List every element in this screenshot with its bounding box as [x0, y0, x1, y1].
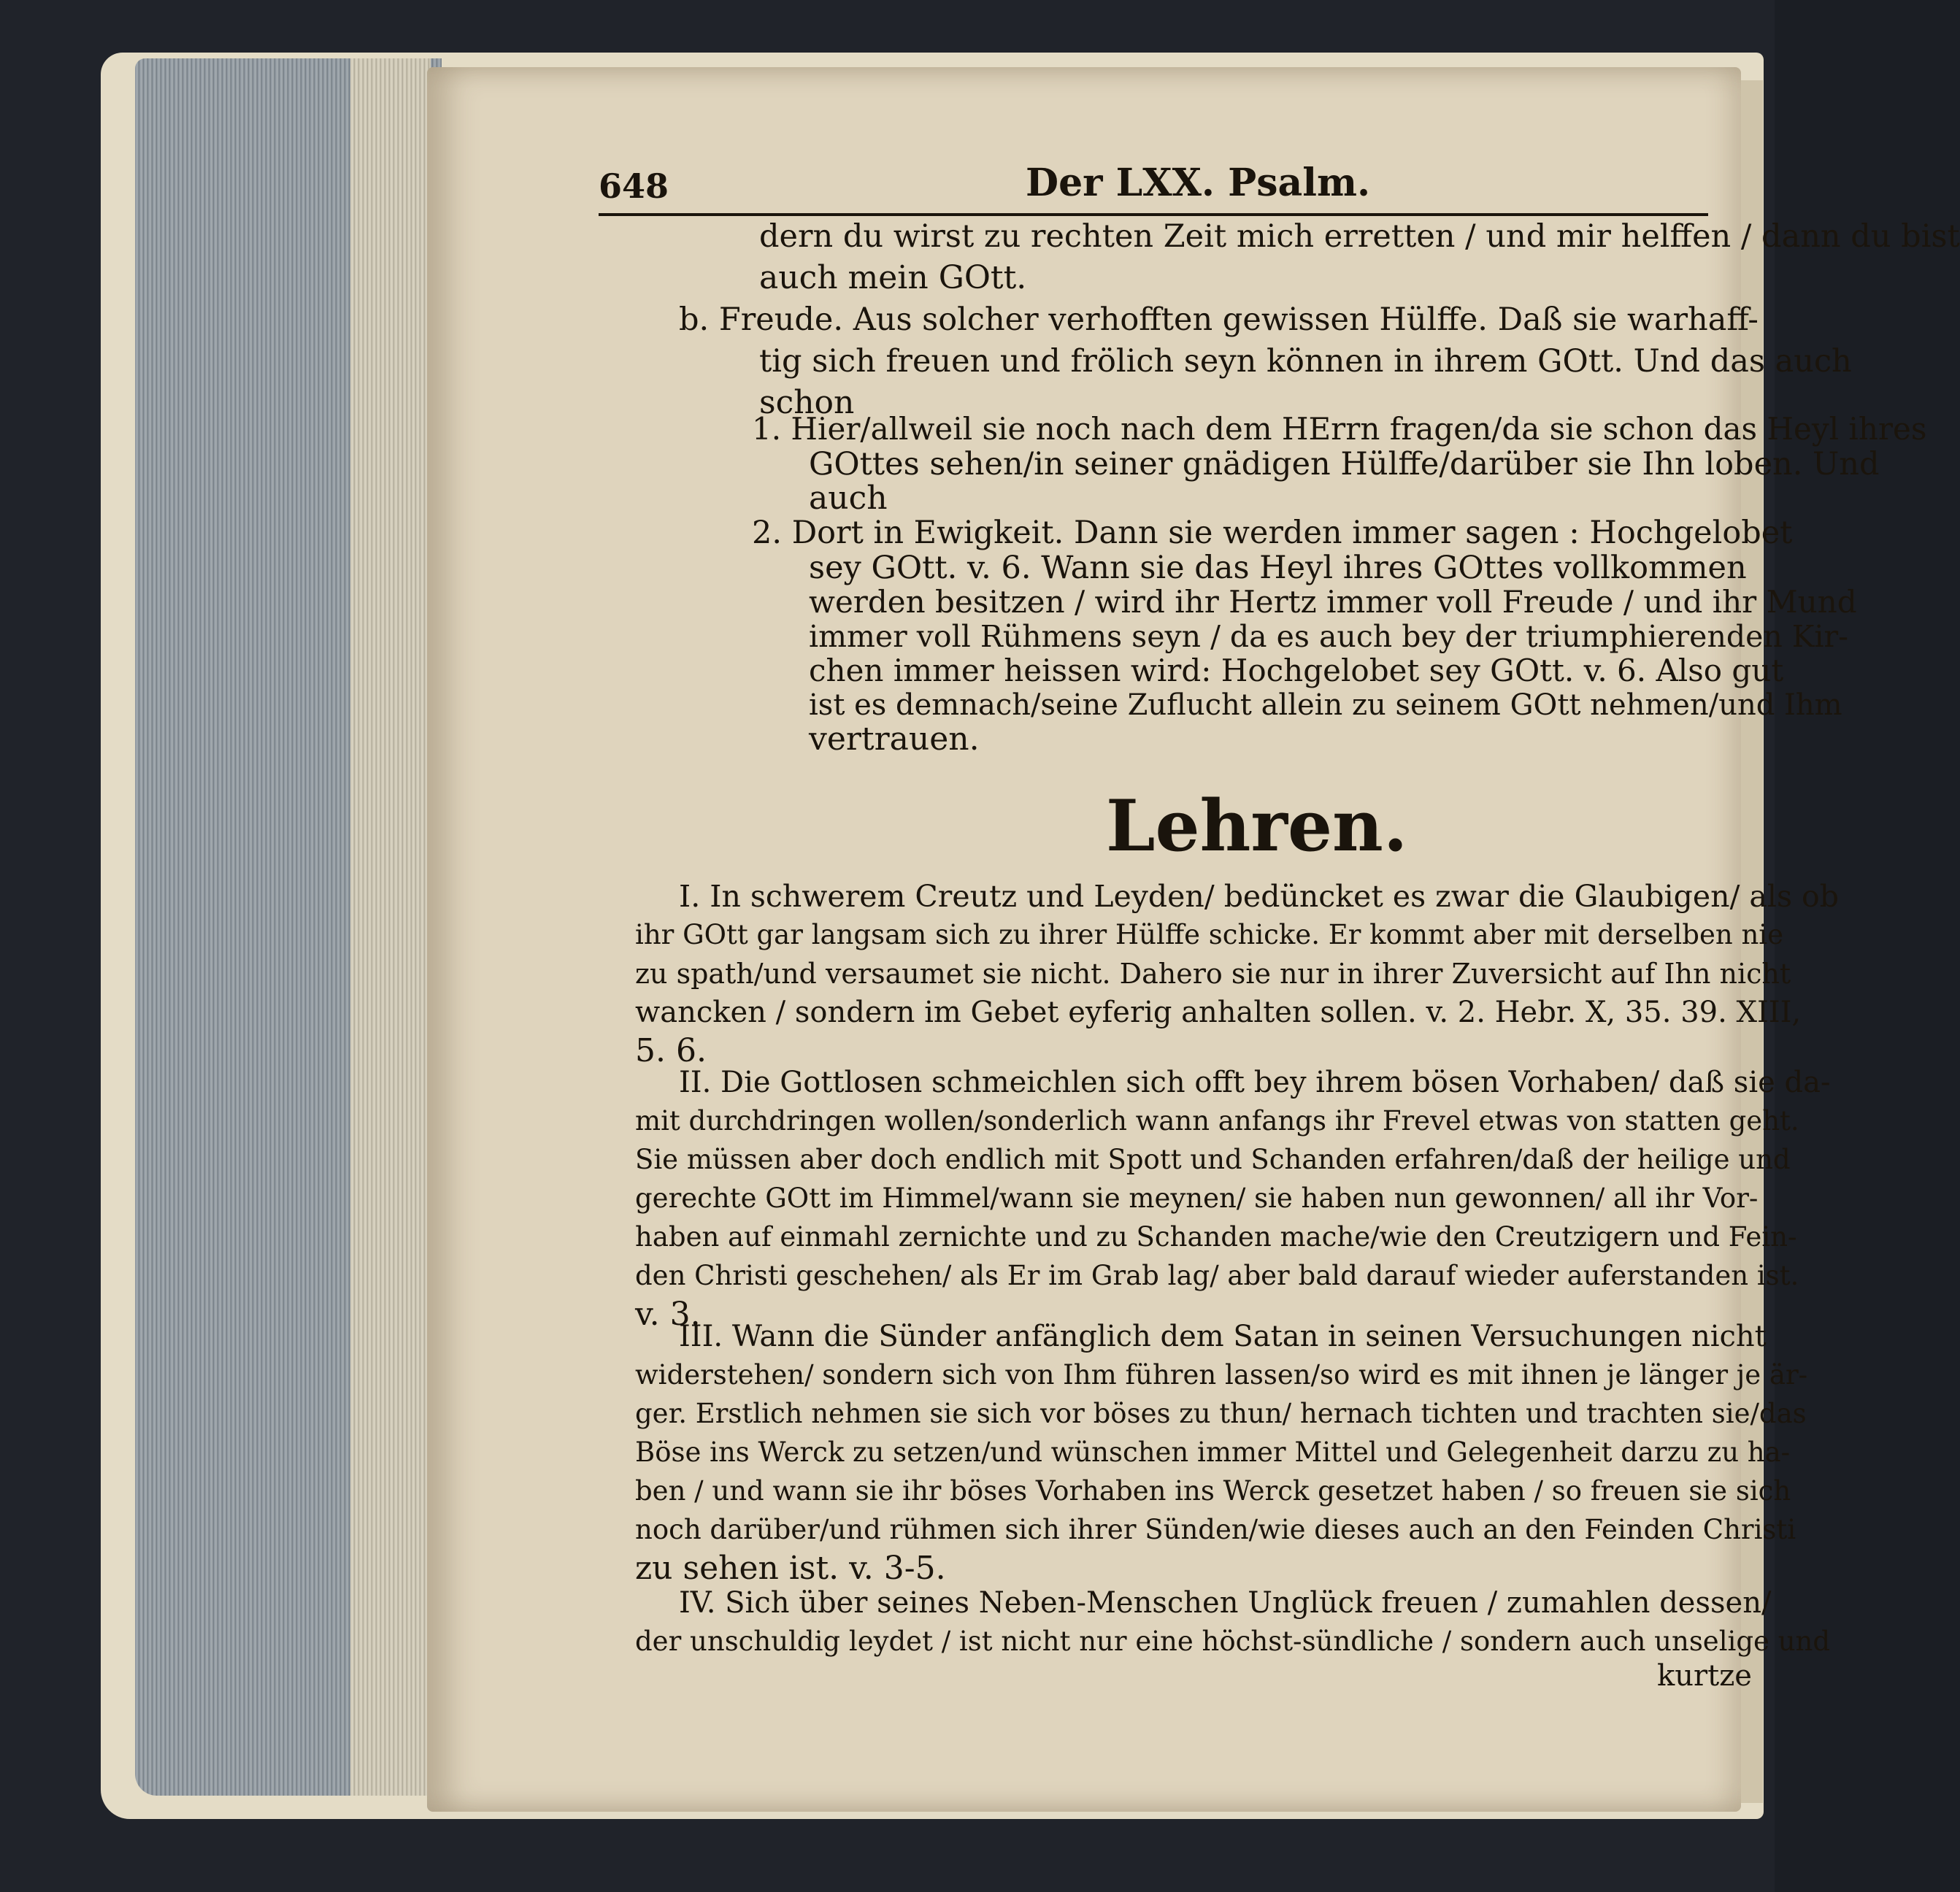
text-line: wancken / sondern im Gebet eyferig anhalten sollen. v. 2. Hebr. X, 35. 39. XIII,: [635, 996, 1802, 1029]
text-line: noch darüber/und rühmen sich ihrer Sünden/wie dieses auch an den Feinden Christi: [635, 1514, 1796, 1545]
text-line: sey GOtt. v. 6. Wann sie das Heyl ihres GOttes vollkommen: [809, 550, 1747, 586]
text-line: gerechte GOtt im Himmel/wann sie meynen/ sie haben nun gewonnen/ all ihr Vor-: [635, 1182, 1759, 1214]
text-line: haben auf einmahl zernichte und zu Schanden mache/wie den Creutzigern und Fein-: [635, 1221, 1797, 1253]
text-line: ihr GOtt gar langsam sich zu ihrer Hülffe schicke. Er kommt aber mit derselben nie: [635, 919, 1784, 950]
page-number: 648: [599, 166, 669, 206]
text-line: immer voll Rühmens seyn / da es auch bey der triumphierenden Kir-: [809, 619, 1848, 654]
text-line: werden besitzen / wird ihr Hertz immer voll Freude / und ihr Mund: [809, 584, 1857, 620]
text-line: zu spath/und versaumet sie nicht. Dahero sie nur in ihrer Zuversicht auf Ihn nicht: [635, 958, 1791, 990]
text-line: II. Die Gottlosen schmeichlen sich offt bey ihrem bösen Vorhaben/ daß sie da-: [679, 1066, 1831, 1099]
text-line: 2. Dort in Ewigkeit. Dann sie werden immer sagen : Hochgelobet: [752, 515, 1793, 551]
text-line: Sie müssen aber doch endlich mit Spott und Schanden erfahren/daß der heilige und: [635, 1144, 1791, 1175]
text-line: schon: [759, 384, 855, 421]
text-line: der unschuldig leydet / ist nicht nur eine höchst-sündliche / sondern auch unselige und: [635, 1626, 1831, 1657]
catchword: kurtze: [1657, 1659, 1752, 1693]
text-line: auch mein GOtt.: [759, 259, 1027, 296]
text-line: chen immer heissen wird: Hochgelobet sey GOtt. v. 6. Also gut: [809, 653, 1784, 688]
text-line: zu sehen ist. v. 3-5.: [635, 1550, 946, 1587]
text-line: 1. Hier/allweil sie noch nach dem HErrn fragen/da sie schon das Heyl ihres: [752, 411, 1927, 447]
text-line: I. In schwerem Creutz und Leyden/ bedüncket es zwar die Glaubigen/ als ob: [679, 879, 1839, 914]
text-line: GOttes sehen/in seiner gnädigen Hülffe/darüber sie Ihn loben. Und: [809, 446, 1880, 482]
running-head: Der LXX. Psalm.: [1026, 161, 1371, 205]
text-line: vertrauen.: [809, 720, 980, 758]
text-line: Böse ins Werck zu setzen/und wünschen immer Mittel und Gelegenheit darzu zu ha-: [635, 1437, 1791, 1468]
text-line: b. Freude. Aus solcher verhofften gewissen Hülffe. Daß sie warhaff-: [679, 301, 1759, 338]
text-line: ger. Erstlich nehmen sie sich vor böses zu thun/ hernach tichten und trachten sie/das: [635, 1398, 1807, 1429]
text-line: III. Wann die Sünder anfänglich dem Satan in seinen Versuchungen nicht: [679, 1320, 1767, 1353]
text-line: IV. Sich über seines Neben-Menschen Unglück freuen / zumahlen dessen/: [679, 1586, 1772, 1620]
page-edges-light: [350, 58, 431, 1796]
text-line: mit durchdringen wollen/sonderlich wann anfangs ihr Frevel etwas von statten geht.: [635, 1105, 1799, 1137]
section-heading: Lehren.: [1106, 785, 1408, 867]
text-line: auch: [809, 480, 888, 517]
text-line: den Christi geschehen/ als Er im Grab lag/ aber bald darauf wieder auferstanden ist.: [635, 1260, 1799, 1291]
text-line: ist es demnach/seine Zuflucht allein zu seinem GOtt nehmen/und Ihm: [809, 688, 1842, 722]
text-line: dern du wirst zu rechten Zeit mich erretten / und mir helffen / dann du bist: [759, 218, 1960, 255]
text-line: 5. 6.: [635, 1032, 707, 1069]
text-line: ben / und wann sie ihr böses Vorhaben ins Werck gesetzet haben / so freuen sie sich: [635, 1475, 1791, 1507]
text-line: widerstehen/ sondern sich von Ihm führen lassen/so wird es mit ihnen je länger je är-: [635, 1359, 1808, 1391]
text-line: v. 3.: [635, 1296, 701, 1333]
text-line: tig sich freuen und frölich seyn können in ihrem GOtt. Und das auch: [759, 343, 1852, 380]
